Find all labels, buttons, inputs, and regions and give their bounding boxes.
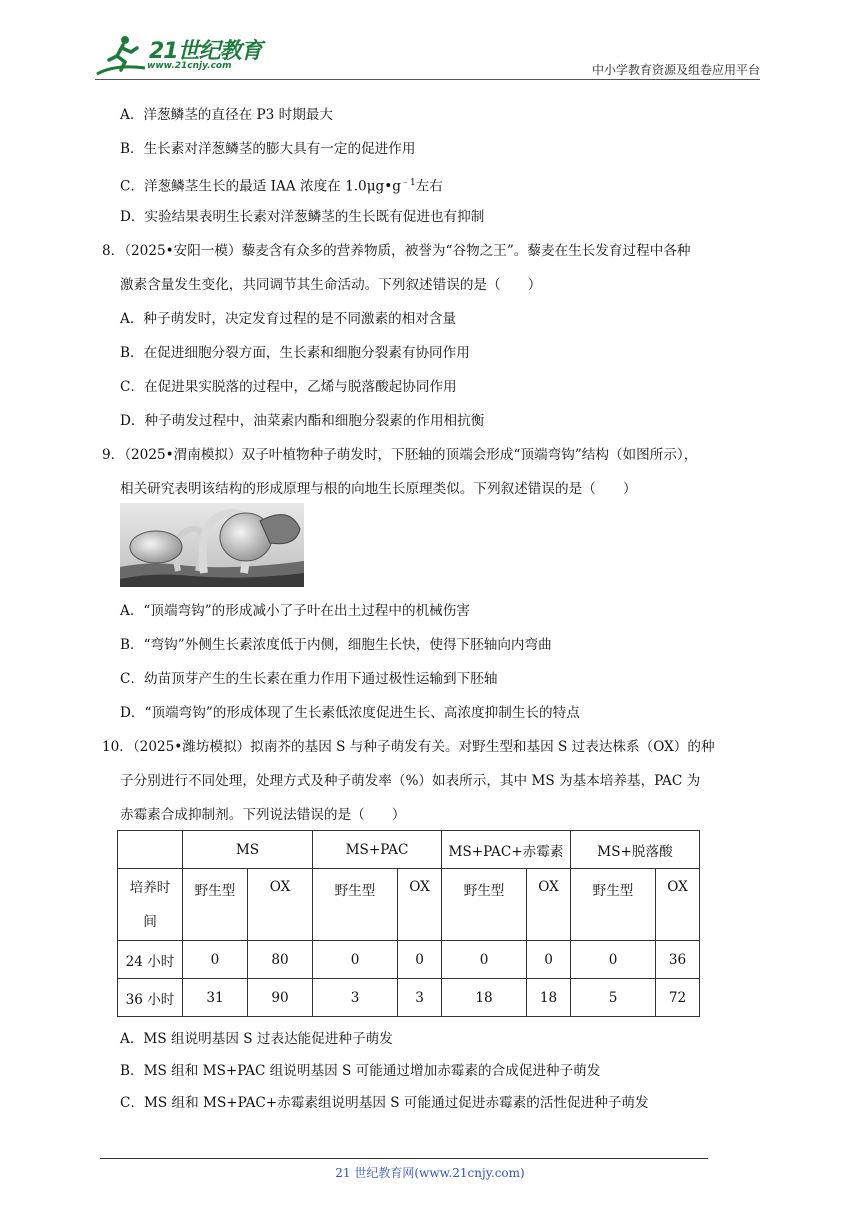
q7-option-d: D．实验结果表明生长素对洋葱鳞茎的生长既有促进也有抑制	[120, 209, 485, 225]
q9-option-d: D．“顶端弯钩”的形成体现了生长素低浓度促进生长、高浓度抑制生长的特点	[120, 705, 580, 721]
footer-divider	[100, 1158, 708, 1159]
table-cell: 0	[313, 941, 398, 979]
q9-option-a: A．“顶端弯钩”的形成减小了子叶在出土过程中的机械伤害	[120, 603, 470, 619]
running-man-icon	[95, 34, 147, 78]
q9-option-c: C．幼苗顶芽产生的生长素在重力作用下通过极性运输到下胚轴	[120, 671, 498, 687]
table-cell: 0	[183, 941, 248, 979]
q8-option-c: C．在促进果实脱落的过程中，乙烯与脱落酸起协同作用	[120, 379, 457, 395]
table-group-header: MS+PAC	[313, 831, 442, 869]
platform-name: 中小学教育资源及组卷应用平台	[591, 63, 760, 77]
table-cell: 90	[248, 979, 313, 1017]
table-cell: 0	[571, 941, 656, 979]
q9-option-b: B．“弯钩”外侧生长素浓度低于内侧，细胞生长快，使得下胚轴向内弯曲	[120, 637, 552, 653]
q10-option-c: C．MS 组和 MS+PAC+赤霉素组说明基因 S 可能通过促进赤霉素的活性促进种子萌发	[120, 1095, 649, 1111]
table-corner-cell	[118, 831, 183, 869]
page-header	[95, 30, 760, 80]
table-subheader: 野生型	[442, 869, 527, 941]
q8-option-b: B．在促进细胞分裂方面，生长素和细胞分裂素有协同作用	[120, 345, 470, 361]
q10-option-b: B．MS 组和 MS+PAC 组说明基因 S 可能通过增加赤霉素的合成促进种子萌发	[120, 1063, 601, 1079]
table-group-header-row	[118, 831, 700, 869]
table-cell: 72	[656, 979, 700, 1017]
table-row	[118, 941, 700, 979]
q7-option-c-text: C．洋葱鳞茎生长的最适 IAA 浓度在 1.0μg•g	[120, 178, 401, 195]
table-cell: 0	[442, 941, 527, 979]
q10-stem-line2: 子分别进行不同处理，处理方式及种子萌发率（%）如表所示，其中 MS 为基本培养基，PAC 为	[120, 773, 701, 789]
q10-option-a: A．MS 组说明基因 S 过表达能促进种子萌发	[120, 1031, 393, 1047]
table-group-header: MS+脱落酸	[571, 831, 700, 869]
table-group-header: MS	[183, 831, 313, 869]
table-subheader: 野生型	[183, 869, 248, 941]
table-subheader: OX	[398, 869, 442, 941]
q10-stem-line1: 10．（2025•潍坊模拟）拟南芥的基因 S 与种子萌发有关。对野生型和基因 S 过表达株系（OX）的种	[102, 739, 715, 755]
table-cell: 31	[183, 979, 248, 1017]
row-header-text: 间	[143, 913, 157, 930]
table-cell: 18	[527, 979, 571, 1017]
table-cell: 0	[398, 941, 442, 979]
table-subheader: 野生型	[571, 869, 656, 941]
table-subheader-row	[118, 869, 700, 941]
footer-link[interactable]: 21 世纪教育网(www.21cnjy.com)	[335, 1166, 525, 1180]
q9-stem-line2: 相关研究表明该结构的形成原理与根的向地生长原理类似。下列叙述错误的是（ ）	[120, 481, 637, 497]
table-row-label: 24 小时	[118, 941, 183, 979]
seedling-hook-photo	[120, 503, 304, 587]
table-subheader: 野生型	[313, 869, 398, 941]
table-cell: 18	[442, 979, 527, 1017]
table-row-header	[118, 869, 183, 941]
q8-stem-line2: 激素含量发生变化，共同调节其生命活动。下列叙述错误的是（ ）	[120, 277, 542, 293]
germination-rate-table	[117, 830, 700, 1017]
table-row-label: 36 小时	[118, 979, 183, 1017]
table-cell: 5	[571, 979, 656, 1017]
table-group-header: MS+PAC+赤霉素	[442, 831, 571, 869]
header-divider	[95, 79, 760, 80]
q9-stem-line1: 9．（2025•渭南模拟）双子叶植物种子萌发时，下胚轴的顶端会形成“顶端弯钩”结构（如图所示），	[102, 447, 698, 463]
q10-stem-line3: 赤霉素合成抑制剂。下列说法错误的是（ ）	[120, 807, 406, 823]
table-cell: 3	[398, 979, 442, 1017]
q7-option-c-suffix: 左右	[415, 178, 443, 195]
q8-option-d: D．种子萌发过程中，油菜素内酯和细胞分裂素的作用相抗衡	[120, 413, 485, 429]
q7-option-c-exponent: ﹣1	[400, 178, 416, 188]
q8-stem-line1: 8．（2025•安阳一模）藜麦含有众多的营养物质，被誉为“谷物之王”。藜麦在生长发育过程中各种	[102, 243, 691, 259]
q7-option-a: A．洋葱鳞茎的直径在 P3 时期最大	[120, 107, 333, 123]
table-cell: 0	[527, 941, 571, 979]
row-header-text: 培养时	[129, 879, 171, 896]
table-cell: 80	[248, 941, 313, 979]
table-subheader: OX	[656, 869, 700, 941]
site-logo	[95, 34, 147, 78]
logo-url: www.21cnjy.com	[147, 61, 232, 71]
table-subheader: OX	[248, 869, 313, 941]
table-cell: 3	[313, 979, 398, 1017]
logo-text: 21世纪教育	[149, 39, 262, 64]
q7-option-c	[120, 174, 443, 196]
q8-option-a: A．种子萌发时，决定发育过程的是不同激素的相对含量	[120, 311, 457, 327]
table-cell: 36	[656, 941, 700, 979]
table-subheader: OX	[527, 869, 571, 941]
q7-option-b: B．生长素对洋葱鳞茎的膨大具有一定的促进作用	[120, 141, 416, 157]
table-row	[118, 979, 700, 1017]
